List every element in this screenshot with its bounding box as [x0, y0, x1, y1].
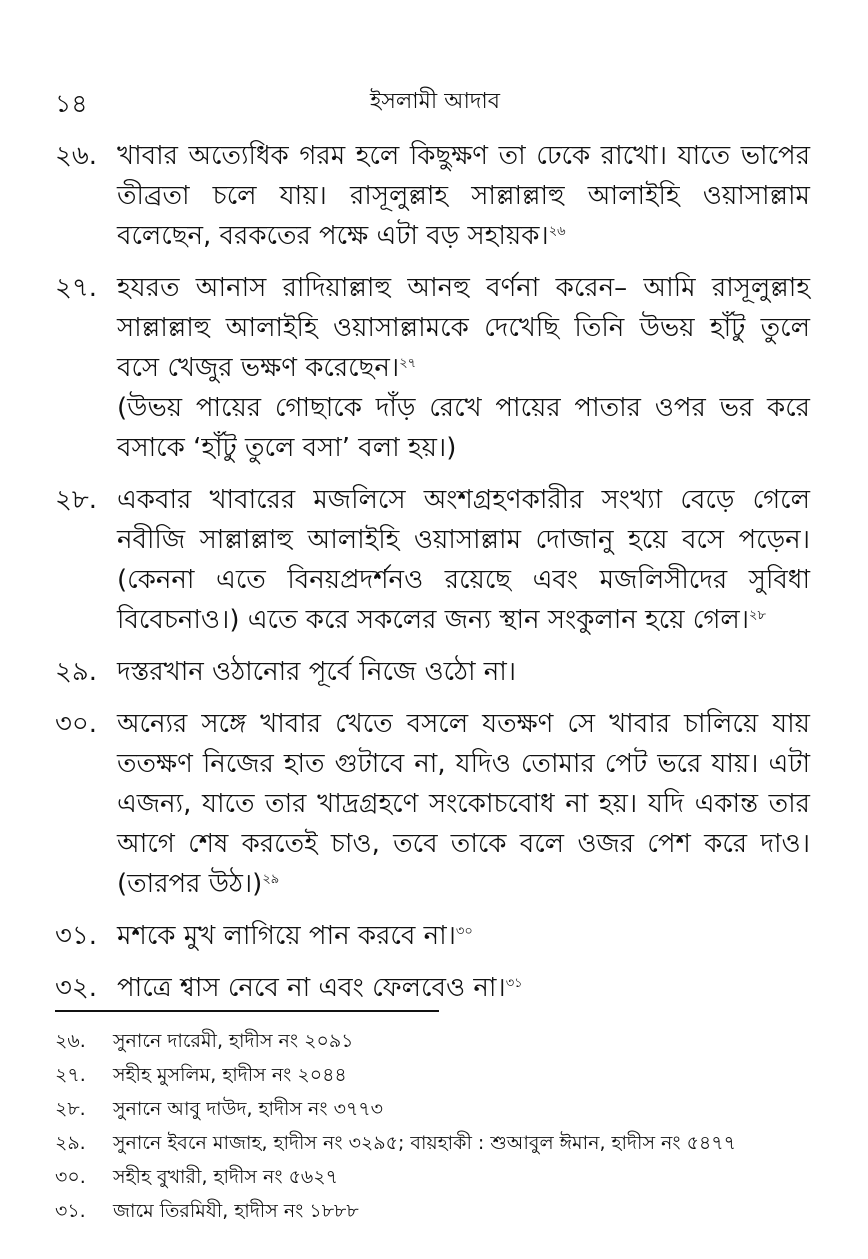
- footnote-number: ২৬.: [55, 1030, 86, 1052]
- footnote-number: ২৯.: [55, 1132, 86, 1154]
- footnote-number: ২৮.: [55, 1098, 86, 1120]
- footnote: [55, 1058, 810, 1092]
- footnote-divider: [55, 1010, 439, 1012]
- page-number: ১৪: [55, 89, 88, 118]
- item-number: ২৬.: [55, 141, 98, 171]
- item-text: অন্যের সঙ্গে খাবার খেতে বসলে যতক্ষণ সে খাবার চালিয়ে যায় ততক্ষণ নিজের হাত গুটাবে না, যদিও তোমার পেট ভরে যায়। এটা এজন্য, যাতে তার খাদ্রগ্রহণে সংকোচবোধ না হয়। যদি একান্ত তার আগে শেষ করতেই চাও, তবে তাকে বলে ওজর পেশ করে দাও। (তারপর উঠ।): [117, 709, 810, 899]
- item-text: মশকে মুখ লাগিয়ে পান করবে না।: [117, 921, 456, 951]
- footnote-ref: ২৭: [399, 356, 417, 371]
- item-note: (উভয় পায়ের গোছাকে দাঁড় রেখে পায়ের পাতার ওপর ভর করে বসাকে ‘হাঁটু তুলে বসা’ বলা হয়।): [117, 393, 810, 463]
- footnote-text: সহীহ মুসলিম, হাদীস নং ২০৪৪: [113, 1064, 347, 1086]
- footnote-ref: ৩১: [505, 976, 523, 991]
- footnotes: [55, 1024, 810, 1228]
- list-item: [55, 268, 810, 468]
- item-number: ৩২.: [55, 973, 98, 1003]
- footnote: [55, 1160, 810, 1194]
- footnote-number: ৩১.: [55, 1200, 86, 1222]
- footnote-ref: ৩০: [455, 924, 473, 939]
- footnote-text: সুনানে ইবনে মাজাহ, হাদীস নং ৩২৯৫; বায়হাকী : শুআবুল ঈমান, হাদীস নং ৫৪৭৭: [113, 1132, 736, 1154]
- list-item: [55, 652, 810, 692]
- footnote-ref: ২৮: [749, 608, 766, 623]
- list-item: [55, 968, 810, 1008]
- footnote: [55, 1092, 810, 1126]
- list-item: [55, 704, 810, 904]
- footnote-text: জামে তিরমিযী, হাদীস নং ১৮৮৮: [113, 1200, 359, 1222]
- item-text: হযরত আনাস রাদিয়াল্লাহু আনহু বর্ণনা করেন– আমি রাসূলুল্লাহ সাল্লাল্লাহু আলাইহি ওয়াসাল্লামকে দেখেছি তিনি উভয় হাঁটু তুলে বসে খেজুর ভক্ষণ করেছেন।: [117, 273, 810, 383]
- item-number: ২৮.: [55, 485, 98, 515]
- footnote-text: সুনানে আবু দাউদ, হাদীস নং ৩৭৭৩: [113, 1098, 384, 1120]
- item-number: ৩০.: [55, 709, 98, 739]
- item-text: একবার খাবারের মজলিসে অংশগ্রহণকারীর সংখ্যা বেড়ে গেলে নবীজি সাল্লাল্লাহু আলাইহি ওয়াসাল্লাম দোজানু হয়ে বসে পড়েন। (কেননা এতে বিনয়প্রদর্শনও রয়েছে এবং মজলিসীদের সুবিধা বিবেচনাও।) এতে করে সকলের জন্য স্থান সংকুলান হয়ে গেল।: [117, 485, 810, 635]
- item-text: খাবার অত্যেধিক গরম হলে কিছুক্ষণ তা ঢেকে রাখো। যাতে ভাপের তীব্রতা চলে যায়। রাসূলুল্লাহ সাল্লাল্লাহু আলাইহি ওয়াসাল্লাম বলেছেন, বরকতের পক্ষে এটা বড় সহায়ক।: [117, 141, 810, 251]
- footnote: [55, 1024, 810, 1058]
- page-header: [55, 84, 815, 118]
- item-number: ২৯.: [55, 657, 98, 687]
- footnote-text: সুনানে দারেমী, হাদীস নং ২০৯১: [113, 1030, 354, 1052]
- main-text: [55, 136, 810, 1020]
- footnote: [55, 1126, 810, 1160]
- footnote-ref: ২৬: [548, 224, 566, 239]
- item-number: ৩১.: [55, 921, 98, 951]
- footnote: [55, 1194, 810, 1228]
- footnote-ref: ২৯: [262, 872, 280, 887]
- list-item: [55, 136, 810, 256]
- item-text: পাত্রে শ্বাস নেবে না এবং ফেলবেও না।: [117, 973, 506, 1003]
- page-title: ইসলামী আদাব: [369, 89, 501, 114]
- footnote-text: সহীহ বুখারী, হাদীস নং ৫৬২৭: [113, 1166, 338, 1188]
- item-number: ২৭.: [55, 273, 98, 303]
- footnote-number: ২৭.: [55, 1064, 86, 1086]
- footnote-number: ৩০.: [55, 1166, 86, 1188]
- list-item: [55, 916, 810, 956]
- list-item: [55, 480, 810, 640]
- item-text: দস্তরখান ওঠানোর পূর্বে নিজে ওঠো না।: [117, 657, 517, 687]
